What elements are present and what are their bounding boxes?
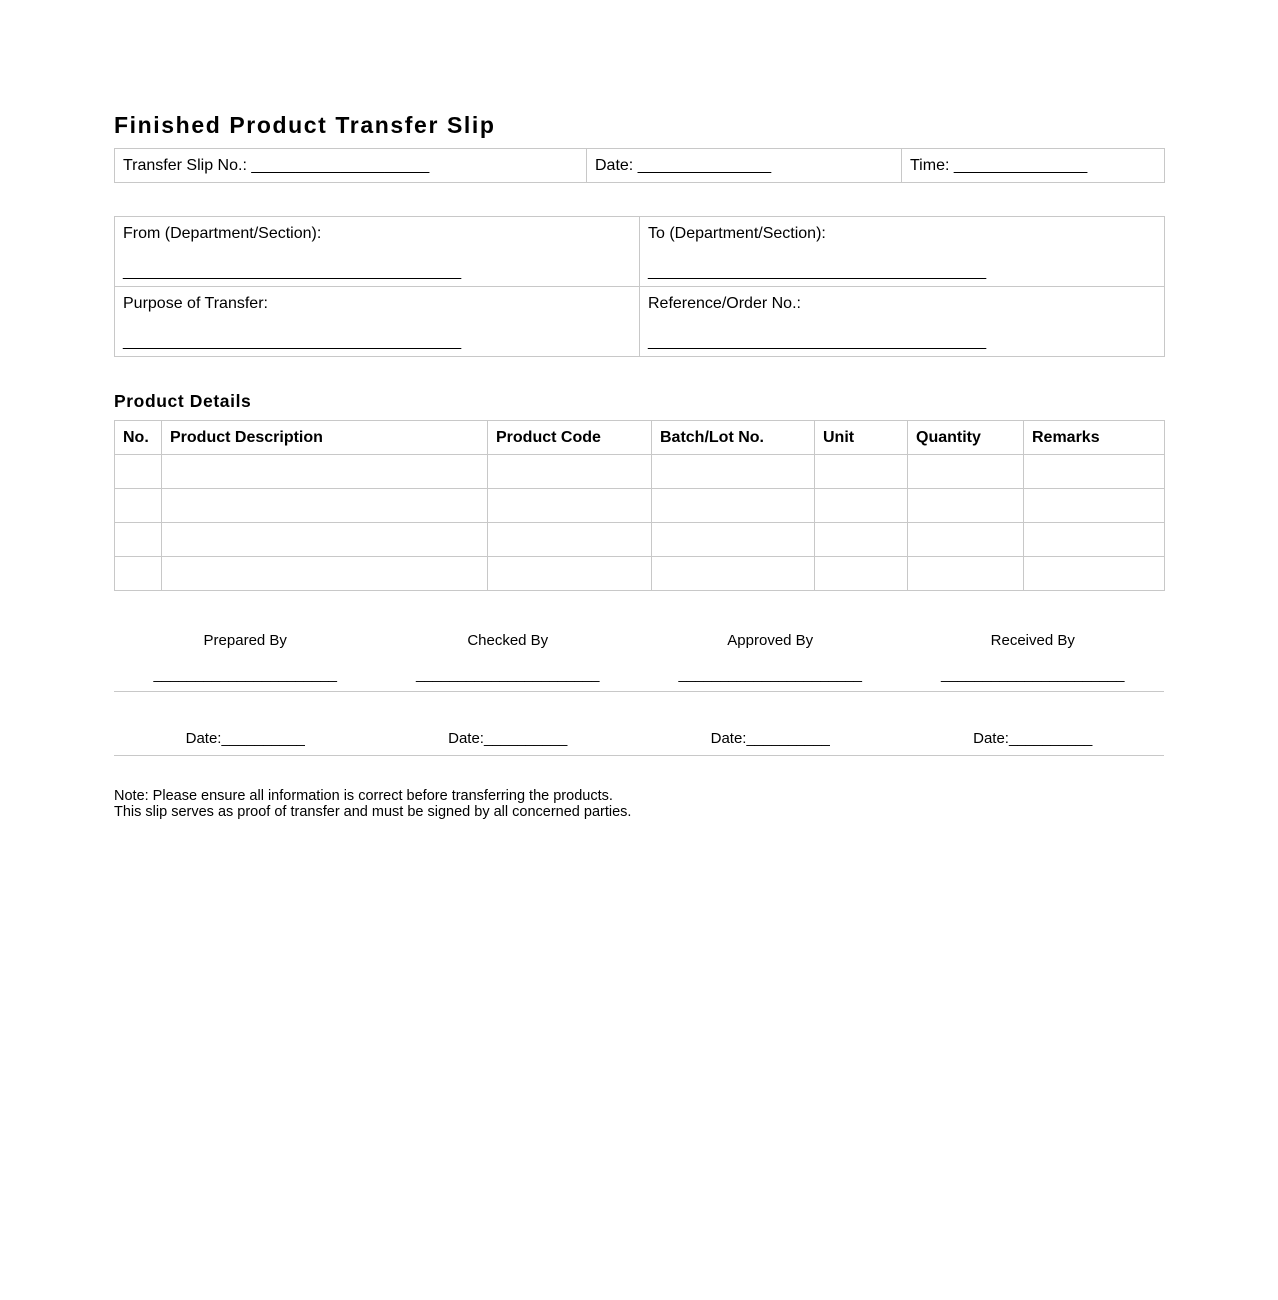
signature-date-field[interactable]: Date:__________ (710, 730, 830, 747)
cell-no[interactable] (115, 523, 162, 557)
document-title: Finished Product Transfer Slip (114, 112, 496, 138)
cell-product-description[interactable] (162, 455, 488, 489)
column-header-product-code: Product Code (488, 421, 652, 455)
signature-line[interactable]: ______________________ (415, 666, 600, 683)
cell-product-code[interactable] (488, 489, 652, 523)
cell-remarks[interactable] (1024, 489, 1165, 523)
purpose-line[interactable]: ______________________________________ (123, 333, 462, 350)
reference-order-label: Reference/Order No.: (648, 295, 801, 312)
footer-note (114, 788, 631, 820)
cell-batch-lot-no[interactable] (652, 455, 815, 489)
signature-date-prepared-by (114, 712, 377, 755)
from-department-field[interactable] (115, 217, 640, 287)
to-department-line[interactable]: ______________________________________ (648, 263, 987, 280)
column-header-unit: Unit (815, 421, 908, 455)
signature-date-approved-by (639, 712, 902, 755)
cell-remarks[interactable] (1024, 455, 1165, 489)
transfer-info-table (114, 216, 1165, 357)
signature-row (114, 620, 1164, 692)
note-line-1: Note: Please ensure all information is correct before transferring the products. (114, 788, 613, 804)
purpose-field[interactable] (115, 287, 640, 357)
cell-product-code[interactable] (488, 523, 652, 557)
slip-header-row (115, 149, 1165, 183)
column-header-quantity: Quantity (908, 421, 1024, 455)
cell-unit[interactable] (815, 557, 908, 591)
cell-quantity[interactable] (908, 455, 1024, 489)
slip-header-table (114, 148, 1165, 183)
column-header-batch-lot-no: Batch/Lot No. (652, 421, 815, 455)
purpose-label: Purpose of Transfer: (123, 295, 268, 312)
reference-order-field[interactable] (640, 287, 1165, 357)
transfer-slip-no-field[interactable]: Transfer Slip No.: ____________________ (115, 149, 587, 183)
cell-batch-lot-no[interactable] (652, 523, 815, 557)
signature-block-checked-by (377, 620, 640, 691)
reference-order-line[interactable]: ______________________________________ (648, 333, 987, 350)
signature-role-label: Received By (990, 632, 1075, 649)
signature-block-prepared-by (114, 620, 377, 691)
signature-role-label: Checked By (467, 632, 549, 649)
cell-no[interactable] (115, 489, 162, 523)
cell-unit[interactable] (815, 523, 908, 557)
note-line-2: This slip serves as proof of transfer and must be signed by all concerned parties. (114, 804, 632, 820)
signature-date-row (114, 712, 1164, 756)
column-header-remarks: Remarks (1024, 421, 1165, 455)
cell-product-description[interactable] (162, 557, 488, 591)
signature-date-field[interactable]: Date:__________ (448, 730, 568, 747)
cell-no[interactable] (115, 455, 162, 489)
cell-remarks[interactable] (1024, 523, 1165, 557)
date-field[interactable]: Date: _______________ (587, 149, 902, 183)
cell-product-description[interactable] (162, 523, 488, 557)
to-department-label: To (Department/Section): (648, 225, 826, 242)
cell-quantity[interactable] (908, 557, 1024, 591)
table-row (115, 489, 1165, 523)
table-row (115, 455, 1165, 489)
table-row (115, 557, 1165, 591)
time-field[interactable]: Time: _______________ (902, 149, 1165, 183)
cell-unit[interactable] (815, 489, 908, 523)
product-table-header-row (115, 421, 1165, 455)
signature-block-approved-by (639, 620, 902, 691)
column-header-product-description: Product Description (162, 421, 488, 455)
cell-unit[interactable] (815, 455, 908, 489)
cell-batch-lot-no[interactable] (652, 489, 815, 523)
signature-line[interactable]: ______________________ (678, 666, 863, 683)
from-department-label: From (Department/Section): (123, 225, 322, 242)
product-details-table (114, 420, 1165, 591)
column-header-no: No. (115, 421, 162, 455)
signature-role-label: Approved By (727, 632, 814, 649)
from-department-line[interactable]: ______________________________________ (123, 263, 462, 280)
signature-date-checked-by (377, 712, 640, 755)
table-row (115, 523, 1165, 557)
signature-line[interactable]: ______________________ (940, 666, 1125, 683)
cell-product-description[interactable] (162, 489, 488, 523)
cell-product-code[interactable] (488, 557, 652, 591)
info-row-purpose (115, 287, 1165, 357)
cell-product-code[interactable] (488, 455, 652, 489)
product-details-heading: Product Details (114, 391, 252, 411)
signature-date-field[interactable]: Date:__________ (973, 730, 1093, 747)
cell-batch-lot-no[interactable] (652, 557, 815, 591)
cell-quantity[interactable] (908, 489, 1024, 523)
signature-block-received-by (902, 620, 1165, 691)
signature-line[interactable]: ______________________ (153, 666, 338, 683)
cell-no[interactable] (115, 557, 162, 591)
signature-date-received-by (902, 712, 1165, 755)
signature-date-field[interactable]: Date:__________ (185, 730, 305, 747)
cell-quantity[interactable] (908, 523, 1024, 557)
cell-remarks[interactable] (1024, 557, 1165, 591)
to-department-field[interactable] (640, 217, 1165, 287)
info-row-departments (115, 217, 1165, 287)
signature-role-label: Prepared By (203, 632, 287, 649)
